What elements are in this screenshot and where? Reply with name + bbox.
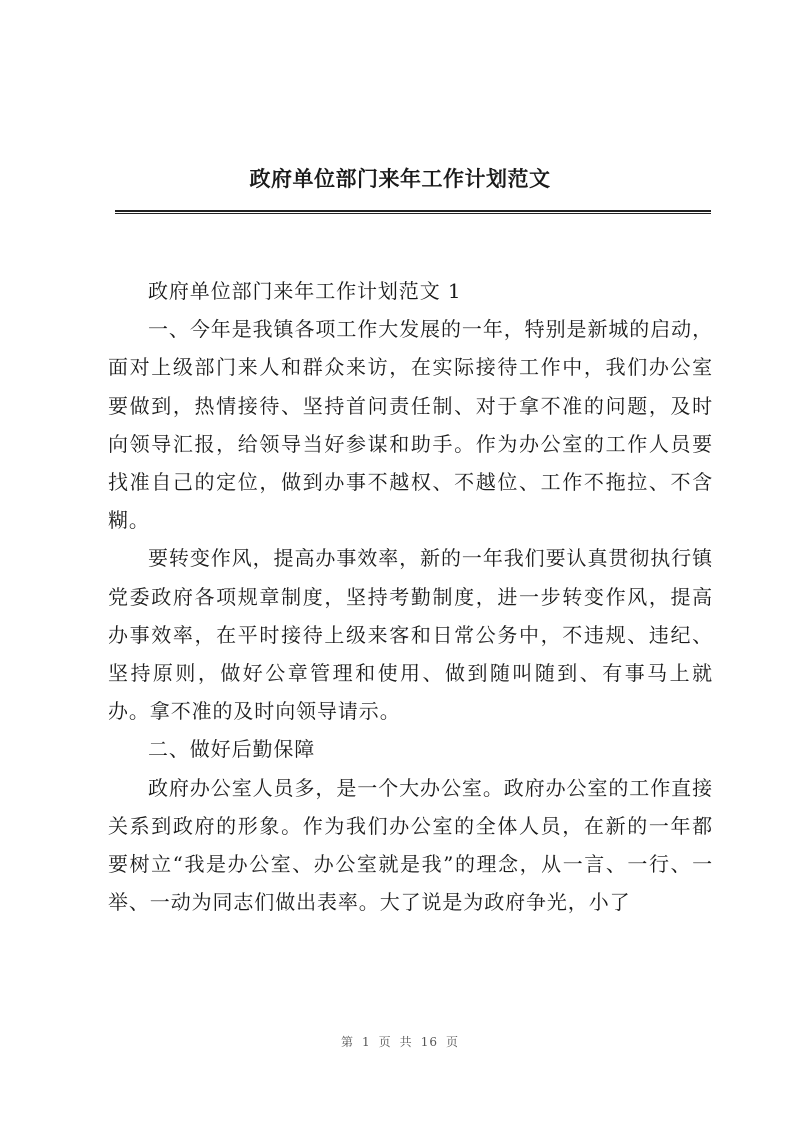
section-heading: 政府单位部门来年工作计划范文 1 (148, 279, 462, 303)
body-paragraph: 要转变作风，提高办事效率，新的一年我们要认真贯彻执行镇党委政府各项规章制度，坚持考勤制度，进一步转变作风，提高办事效率，在平时接待上级来客和日常公务中，不违规、违纪、坚持原则，做好公章管理和使用、做到随叫随到、有事马上就办。拿不准的及时向领导请示。 (108, 546, 713, 724)
document-body (108, 272, 713, 921)
total-pages: 16 (420, 1035, 438, 1049)
section-heading: 二、做好后勤保障 (148, 737, 316, 762)
total-unit: 页 (445, 1035, 459, 1049)
page-number: 1 (362, 1035, 371, 1049)
document-title: 政府单位部门来年工作计划范文 (249, 166, 551, 191)
body-paragraph: 政府办公室人员多，是一个大办公室。政府办公室的工作直接关系到政府的形象。作为我们办公室的全体人员，在新的一年都要树立“我是办公室、办公室就是我”的理念，从一言、一行、一举、一动为同志们做出表率。大了说是为政府争光，小了 (108, 775, 713, 915)
total-label: 共 (399, 1035, 413, 1049)
page-label: 第 (341, 1035, 355, 1049)
page-footer (0, 1033, 800, 1050)
title-divider (115, 210, 711, 214)
page-unit: 页 (378, 1035, 392, 1049)
body-paragraph: 一、今年是我镇各项工作大发展的一年，特别是新城的启动，面对上级部门来人和群众来访，在实际接待工作中，我们办公室要做到，热情接待、坚持首问责任制、对于拿不准的问题，及时向领导汇报，给领导当好参谋和助手。作为办公室的工作人员要找准自己的定位，做到办事不越权、不越位、工作不拖拉、不含糊。 (108, 317, 713, 533)
